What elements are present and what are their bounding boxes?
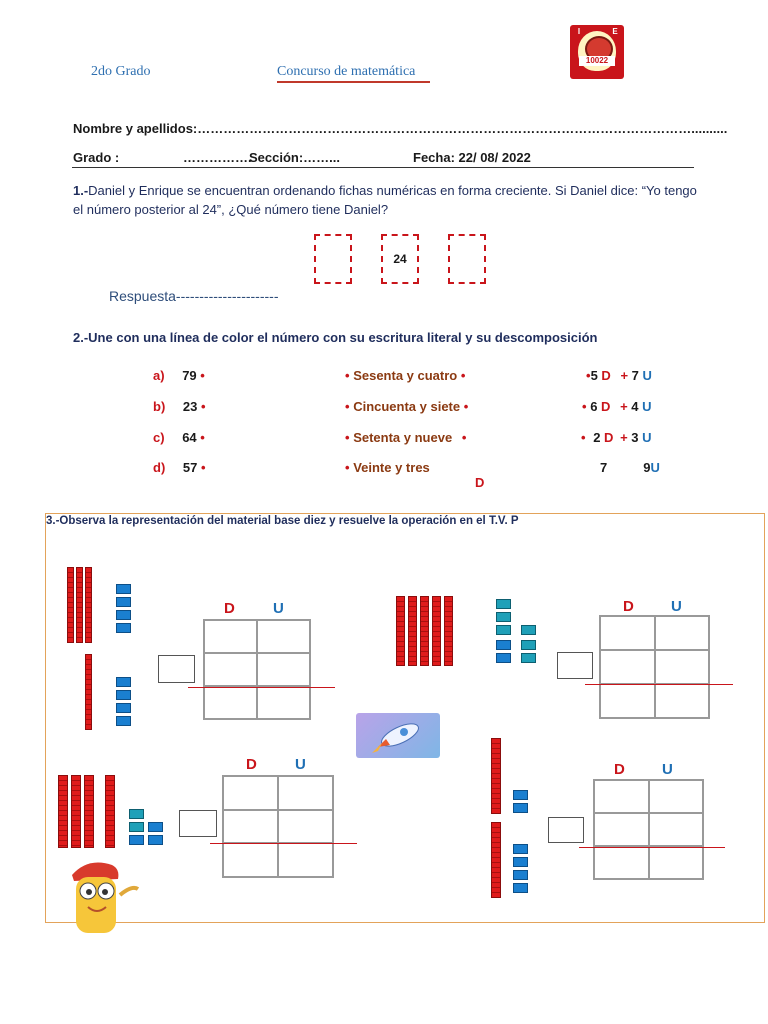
q2-row-b xyxy=(153,399,206,414)
tvp-cell[interactable] xyxy=(204,686,257,719)
tvp-cell[interactable] xyxy=(278,843,333,877)
tvp-cell[interactable] xyxy=(594,813,649,846)
unit-cube xyxy=(116,623,131,633)
unit-cube xyxy=(513,844,528,854)
unit-cube xyxy=(129,822,144,832)
bullet: • xyxy=(460,368,466,383)
row-number: 64 xyxy=(182,430,197,445)
q1-number: 1.- xyxy=(73,183,89,198)
bullet: • xyxy=(345,368,350,383)
unit-cube xyxy=(116,597,131,607)
sum-line-3 xyxy=(210,843,357,844)
tvp-cell[interactable] xyxy=(655,684,710,718)
tvp3-u-label: U xyxy=(295,756,306,773)
logo-corner-left: I xyxy=(577,27,581,36)
ten-rod xyxy=(85,654,92,730)
place-value-table-3 xyxy=(222,775,334,878)
q2-row-c xyxy=(153,430,205,445)
tvp-cell[interactable] xyxy=(594,846,649,879)
tvp-cell[interactable] xyxy=(257,653,310,686)
sum-line-2 xyxy=(585,684,733,685)
bullet: • xyxy=(582,399,587,414)
d-value: 6 xyxy=(590,399,598,414)
ten-rod xyxy=(432,596,441,666)
place-value-table-4 xyxy=(593,779,704,880)
divider xyxy=(72,167,694,168)
tvp-cell[interactable] xyxy=(594,780,649,813)
answer-box-3[interactable] xyxy=(179,810,217,837)
bullet: • xyxy=(345,399,350,414)
tvp-cell[interactable] xyxy=(600,616,655,650)
row-number: 23 xyxy=(182,399,198,414)
q2-literal-d xyxy=(345,460,430,475)
tvp1-d-label: D xyxy=(224,600,235,617)
ten-rod xyxy=(76,567,83,643)
ten-rod xyxy=(491,822,501,898)
ten-rod xyxy=(71,775,81,848)
q2-text: Une con una línea de color el número con su escritura literal y su descomposición xyxy=(88,330,598,345)
name-field: Nombre y apellidos:…………………………………………………………………………………………………….......... xyxy=(73,121,728,136)
unit-cube xyxy=(513,857,528,867)
tvp3-d-label: D xyxy=(246,756,257,773)
tvp2-d-label: D xyxy=(623,598,634,615)
bullet: • xyxy=(201,460,206,475)
ten-rod xyxy=(444,596,453,666)
u-value: 7 xyxy=(631,368,639,383)
tvp-cell[interactable] xyxy=(655,616,710,650)
bullet: • xyxy=(201,399,206,414)
sum-line-1 xyxy=(188,687,335,688)
q2-decomp-c xyxy=(581,430,652,445)
pencil-mascot xyxy=(58,855,144,935)
unit-cube xyxy=(116,716,131,726)
row-number: 57 xyxy=(182,460,198,475)
plus-sign: + xyxy=(620,399,628,414)
u-value: 4 xyxy=(631,399,639,414)
bullet: • xyxy=(200,368,205,383)
unit-cube xyxy=(521,653,536,663)
d-value: 7 xyxy=(600,460,608,475)
tvp-cell[interactable] xyxy=(649,813,704,846)
tvp-cell[interactable] xyxy=(649,780,704,813)
tvp-cell[interactable] xyxy=(223,810,278,844)
unit-cube xyxy=(513,790,528,800)
unit-cube xyxy=(116,584,131,594)
stray-d-letter: D xyxy=(475,475,485,490)
unit-cube xyxy=(513,870,528,880)
tvp-cell[interactable] xyxy=(257,686,310,719)
question-3: 3.-Observa la representación del material base diez y resuelve la operación en el T.V. P xyxy=(46,515,519,527)
unit-cube xyxy=(148,835,163,845)
unit-cube xyxy=(521,625,536,635)
section-label: Sección:……... xyxy=(249,150,341,165)
q2-row-a xyxy=(153,368,205,383)
question-1 xyxy=(73,181,703,219)
bullet: • xyxy=(345,460,350,475)
unit-cube xyxy=(496,599,511,609)
bullet: • xyxy=(463,399,469,414)
contest-title: Concurso de matemática xyxy=(277,64,416,79)
q1-text: Daniel y Enrique se encuentran ordenando fichas numéricas en forma creciente. Si Daniel dice: “Yo tengo el número posterior al 24”, ¿Qué número tiene Daniel? xyxy=(73,183,697,217)
title-underline xyxy=(277,81,430,83)
plus-sign: + xyxy=(620,368,629,383)
sum-line-4 xyxy=(579,847,725,848)
bullet: • xyxy=(581,430,586,445)
q2-literal-b xyxy=(345,399,468,414)
d-value: 2 xyxy=(593,430,601,445)
answer-box-4[interactable] xyxy=(548,817,584,843)
q2-decomp-a xyxy=(586,368,652,383)
place-value-table-2 xyxy=(599,615,710,719)
date-label: Fecha: 22/ 08/ 2022 xyxy=(413,150,531,165)
u-letter: U xyxy=(642,430,652,445)
tvp4-d-label: D xyxy=(614,761,625,778)
grade-header: 2do Grado xyxy=(91,64,151,79)
u-value: 9 xyxy=(643,460,651,475)
d-value: 5 xyxy=(590,368,598,383)
q2-number: 2.- xyxy=(73,330,89,345)
bullet: • xyxy=(345,430,350,445)
ten-rod xyxy=(408,596,417,666)
literal-text: Cincuenta y siete xyxy=(353,399,461,414)
ten-rod xyxy=(105,775,115,848)
unit-cube xyxy=(496,612,511,622)
logo-corner-right: E xyxy=(612,27,618,36)
q2-decomp-d xyxy=(600,460,660,475)
number-box-1 xyxy=(314,234,352,284)
tvp-cell[interactable] xyxy=(600,650,655,684)
d-letter: D xyxy=(604,430,614,445)
tvp-cell[interactable] xyxy=(223,776,278,810)
tvp-cell[interactable] xyxy=(278,810,333,844)
unit-cube xyxy=(129,809,144,819)
number-box-2: 24 xyxy=(381,234,419,284)
unit-cube xyxy=(116,610,131,620)
d-letter: D xyxy=(601,399,611,414)
ten-rod xyxy=(84,775,94,848)
number-box-3 xyxy=(448,234,486,284)
ten-rod xyxy=(491,738,501,814)
school-logo xyxy=(570,25,624,79)
u-letter: U xyxy=(650,460,660,475)
d-letter: D xyxy=(601,368,611,383)
tvp-cell[interactable] xyxy=(278,776,333,810)
tvp2-u-label: U xyxy=(671,598,682,615)
rocket-sticker xyxy=(356,713,440,758)
unit-cube xyxy=(521,640,536,650)
place-value-table-1 xyxy=(203,619,311,720)
answer-box-2[interactable] xyxy=(557,652,593,679)
literal-text: Sesenta y cuatro xyxy=(353,368,458,383)
ten-rod xyxy=(67,567,74,643)
u-letter: U xyxy=(642,399,652,414)
q2-literal-a xyxy=(345,368,465,383)
unit-cube xyxy=(148,822,163,832)
rocket-icon xyxy=(356,713,440,758)
tvp-cell[interactable] xyxy=(600,684,655,718)
q2-row-d xyxy=(153,460,206,475)
q2-decomp-b xyxy=(582,399,652,414)
row-number: 79 xyxy=(182,368,197,383)
grade-label: Grado : xyxy=(73,150,120,165)
logo-code: 10022 xyxy=(579,56,615,66)
answer-box-1[interactable] xyxy=(158,655,195,683)
pencil-mascot-icon xyxy=(58,855,144,935)
literal-text: Veinte y tres xyxy=(353,460,430,475)
unit-cube xyxy=(116,677,131,687)
tvp-cell[interactable] xyxy=(649,846,704,879)
bullet: • xyxy=(200,430,205,445)
tvp4-u-label: U xyxy=(662,761,673,778)
tvp-cell[interactable] xyxy=(204,653,257,686)
unit-cube xyxy=(129,835,144,845)
u-value: 3 xyxy=(631,430,639,445)
u-letter: U xyxy=(642,368,652,383)
plus-sign: + xyxy=(620,430,628,445)
unit-cube xyxy=(496,625,511,635)
unit-cube xyxy=(116,690,131,700)
unit-cube xyxy=(116,703,131,713)
row-letter: a) xyxy=(153,368,165,383)
ten-rod xyxy=(396,596,405,666)
ten-rod xyxy=(420,596,429,666)
tvp-cell[interactable] xyxy=(223,843,278,877)
tvp-cell[interactable] xyxy=(257,620,310,653)
bullet: • xyxy=(461,430,467,445)
ten-rod xyxy=(58,775,68,848)
unit-cube xyxy=(496,640,511,650)
unit-cube xyxy=(513,883,528,893)
tvp-cell[interactable] xyxy=(655,650,710,684)
answer-line: Respuesta---------------------- xyxy=(109,288,279,304)
tvp-cell[interactable] xyxy=(204,620,257,653)
row-letter: b) xyxy=(153,399,166,414)
row-letter: c) xyxy=(153,430,165,445)
question-2 xyxy=(73,330,597,345)
unit-cube xyxy=(496,653,511,663)
literal-text: Setenta y nueve xyxy=(353,430,453,445)
ten-rod xyxy=(85,567,92,643)
grade-dots: ……………. xyxy=(183,150,252,165)
tvp1-u-label: U xyxy=(273,600,284,617)
unit-cube xyxy=(513,803,528,813)
row-letter: d) xyxy=(153,460,166,475)
q2-literal-c xyxy=(345,430,466,445)
bullet: • xyxy=(586,368,591,383)
